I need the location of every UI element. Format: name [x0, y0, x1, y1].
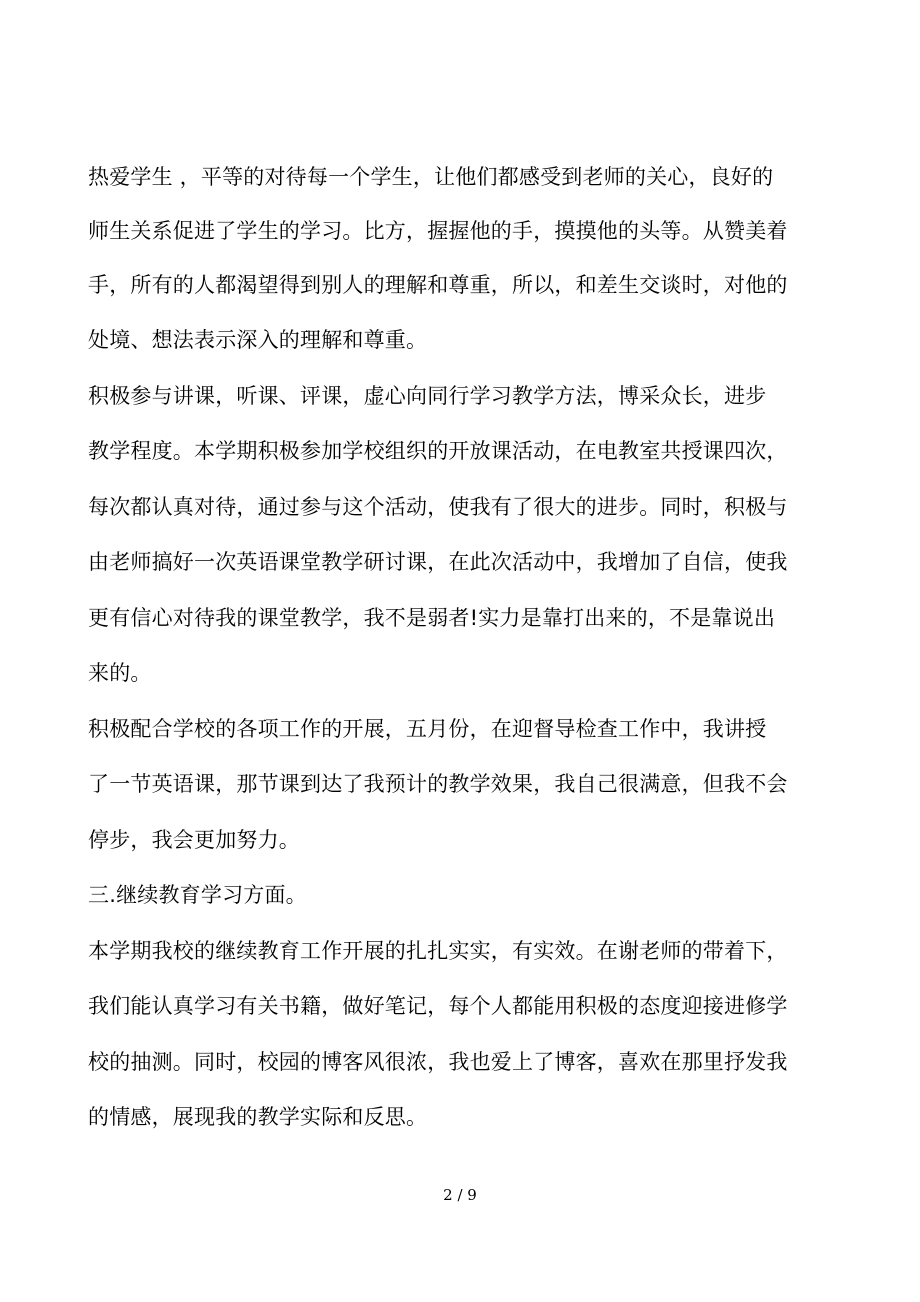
text-line: 更有信心对待我的课堂教学，我不是弱者!实力是靠打出来的，不是靠说出 — [88, 606, 776, 630]
text-line: 积极参与讲课，听课、评课，虚心向同行学习教学方法，博采众长，进步 — [88, 384, 767, 408]
text-line: 本学期我校的继续教育工作开展的扎扎实实，有实效。在谢老师的带着下， — [88, 939, 788, 963]
page-number: 2 / 9 — [443, 1186, 477, 1204]
text-line: 校的抽测。同时，校园的博客风很浓，我也爱上了博客，喜欢在那里抒发我 — [88, 1050, 788, 1074]
text-line: 手，所有的人都渴望得到别人的理解和尊重，所以，和差生交谈时，对他的 — [88, 273, 788, 297]
text-line: 每次都认真对待，通过参与这个活动，使我有了很大的进步。同时，积极与 — [88, 495, 788, 519]
text-line: 处境、想法表示深入的理解和尊重。 — [88, 328, 428, 352]
text-line: 热爱学生 ，平等的对待每一个学生，让他们都感受到老师的关心，良好的 — [88, 165, 774, 189]
text-line: 我们能认真学习有关书籍，做好笔记，每个人都能用积极的态度迎接进修学 — [88, 994, 788, 1018]
text-line: 停步，我会更加努力。 — [88, 828, 300, 852]
text-line: 来的。 — [88, 661, 152, 685]
text-line: 师生关系促进了学生的学习。比方，握握他的手，摸摸他的头等。从赞美着 — [88, 219, 788, 243]
text-line: 教学程度。本学期积极参加学校组织的开放课活动，在电教室共授课四次， — [88, 439, 788, 463]
section-heading: 三.继续教育学习方面。 — [88, 883, 307, 907]
text-line: 了一节英语课，那节课到达了我预计的教学效果，我自己很满意，但我不会 — [88, 772, 788, 796]
text-line: 由老师搞好一次英语课堂教学研讨课，在此次活动中，我增加了自信，使我 — [88, 550, 788, 574]
text-line: 积极配合学校的各项工作的开展，五月份，在迎督导检查工作中，我讲授 — [88, 717, 767, 741]
text-line: 的情感，展现我的教学实际和反思。 — [88, 1105, 428, 1129]
